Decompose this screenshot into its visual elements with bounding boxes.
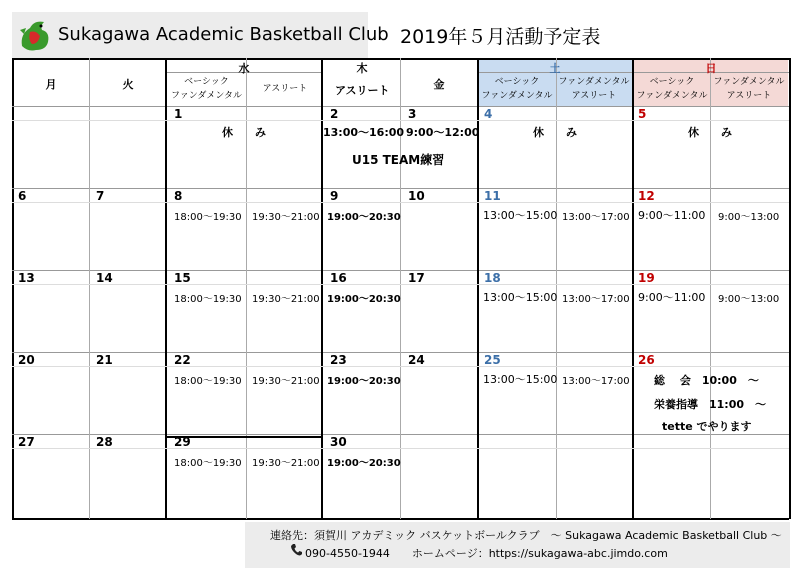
thu-2-time: 13:00～16:00 <box>323 126 405 139</box>
day-13: 13 <box>18 271 35 285</box>
grid-line <box>12 120 789 121</box>
day-27: 27 <box>18 435 35 449</box>
header-thu-athlete: アスリート <box>335 84 390 97</box>
header-wed-athlete: アスリート <box>262 84 308 94</box>
footer-contact: 連絡先：須賀川 アカデミック バスケットボールクラブ ～ Sukagawa Academic Basketball Club ～ <box>270 529 782 542</box>
sun-26-tette: tette でやります <box>662 420 752 433</box>
thu-athlete-time: 19:00～20:30 <box>327 212 401 223</box>
header-wed: 水 <box>238 62 250 75</box>
day-30: 30 <box>330 435 347 449</box>
day-21: 21 <box>96 353 113 367</box>
grid-line <box>89 58 90 519</box>
header-sat-basic: ベーシック ファンダメンタル <box>481 77 553 101</box>
day-19: 19 <box>638 271 655 285</box>
header-mon: 月 <box>45 78 57 91</box>
day-3: 3 <box>408 107 417 121</box>
day-29: 29 <box>174 435 191 449</box>
sat-basic-time: 13:00～15:00 <box>483 373 558 386</box>
dragon-logo-icon <box>16 16 56 56</box>
grid-line <box>789 58 791 519</box>
header-sun: 日 <box>705 62 717 75</box>
day-26: 26 <box>638 353 655 367</box>
club-title: Sukagawa Academic Basketball Club <box>58 24 389 45</box>
sat-fund-time: 13:00～17:00 <box>562 212 630 223</box>
sun-fund-time: 9:00～13:00 <box>718 212 780 223</box>
day-12: 12 <box>638 189 655 203</box>
sat-basic-time: 13:00～15:00 <box>483 209 558 222</box>
day-7: 7 <box>96 189 105 203</box>
sun-5-rest: 休 み <box>688 126 732 139</box>
wed-basic-time: 18:00～19:30 <box>174 294 242 305</box>
header-sat: 土 <box>549 62 561 75</box>
wed-athlete-time: 19:30～21:00 <box>252 458 320 469</box>
footer-phone-web: 090-4550-1944 ホームページ：https://sukagawa-abc.jimdo.com <box>305 547 668 560</box>
grid-line <box>12 448 789 449</box>
day-11: 11 <box>484 189 501 203</box>
day-14: 14 <box>96 271 113 285</box>
sat-fund-time: 13:00～17:00 <box>562 294 630 305</box>
wed-athlete-time: 19:30～21:00 <box>252 376 320 387</box>
wed-basic-time: 18:00～19:30 <box>174 376 242 387</box>
wed-basic-time: 18:00～19:30 <box>174 458 242 469</box>
header-tue: 火 <box>122 78 134 91</box>
sun-26-meeting: 総 会 10:00 ～ <box>654 374 759 387</box>
day-6: 6 <box>18 189 27 203</box>
wed-athlete-time: 19:30～21:00 <box>252 294 320 305</box>
day-25: 25 <box>484 353 501 367</box>
schedule-title: 2019年５月活動予定表 <box>400 26 601 48</box>
fri-3-time: 9:00～12:00 <box>406 126 480 139</box>
header-fri: 金 <box>433 78 445 91</box>
day-28: 28 <box>96 435 113 449</box>
day-20: 20 <box>18 353 35 367</box>
thu-athlete-time: 19:00～20:30 <box>327 458 401 469</box>
wed-athlete-time: 19:30～21:00 <box>252 212 320 223</box>
day-16: 16 <box>330 271 347 285</box>
grid-line <box>165 58 167 519</box>
header-sun-fund: ファンダメンタル アスリート <box>713 77 785 101</box>
header-thu: 木 <box>356 62 368 75</box>
sat-4-rest: 休 み <box>533 126 577 139</box>
day-5: 5 <box>638 107 647 121</box>
day-15: 15 <box>174 271 191 285</box>
grid-line <box>632 58 634 519</box>
day-2: 2 <box>330 107 339 121</box>
day-8: 8 <box>174 189 183 203</box>
sat-fund-time: 13:00～17:00 <box>562 376 630 387</box>
thu-athlete-time: 19:00～20:30 <box>327 294 401 305</box>
day-18: 18 <box>484 271 501 285</box>
sat-basic-time: 13:00～15:00 <box>483 291 558 304</box>
u15-team-practice: U15 TEAM練習 <box>352 153 445 167</box>
day-24: 24 <box>408 353 425 367</box>
thu-athlete-time: 19:00～20:30 <box>327 376 401 387</box>
day-9: 9 <box>330 189 339 203</box>
grid-line <box>12 366 789 367</box>
day-22: 22 <box>174 353 191 367</box>
day-4: 4 <box>484 107 493 121</box>
phone-icon <box>290 543 302 557</box>
day-23: 23 <box>330 353 347 367</box>
sun-fund-time: 9:00～13:00 <box>718 294 780 305</box>
grid-line <box>12 202 789 203</box>
day-1: 1 <box>174 107 183 121</box>
sun-26-nutrition: 栄養指導 11:00 ～ <box>654 398 767 411</box>
grid-line <box>12 58 14 519</box>
header-sun-basic: ベーシック ファンダメンタル <box>636 77 708 101</box>
day-10: 10 <box>408 189 425 203</box>
grid-line <box>12 284 789 285</box>
wed-basic-time: 18:00～19:30 <box>174 212 242 223</box>
header-sat-fund: ファンダメンタル アスリート <box>558 77 630 101</box>
day-17: 17 <box>408 271 425 285</box>
header-wed-basic: ベーシック ファンダメンタル <box>170 77 243 101</box>
sun-basic-time: 9:00～11:00 <box>638 209 706 222</box>
sun-basic-time: 9:00～11:00 <box>638 291 706 304</box>
wed-1-rest: 休 み <box>222 126 266 139</box>
